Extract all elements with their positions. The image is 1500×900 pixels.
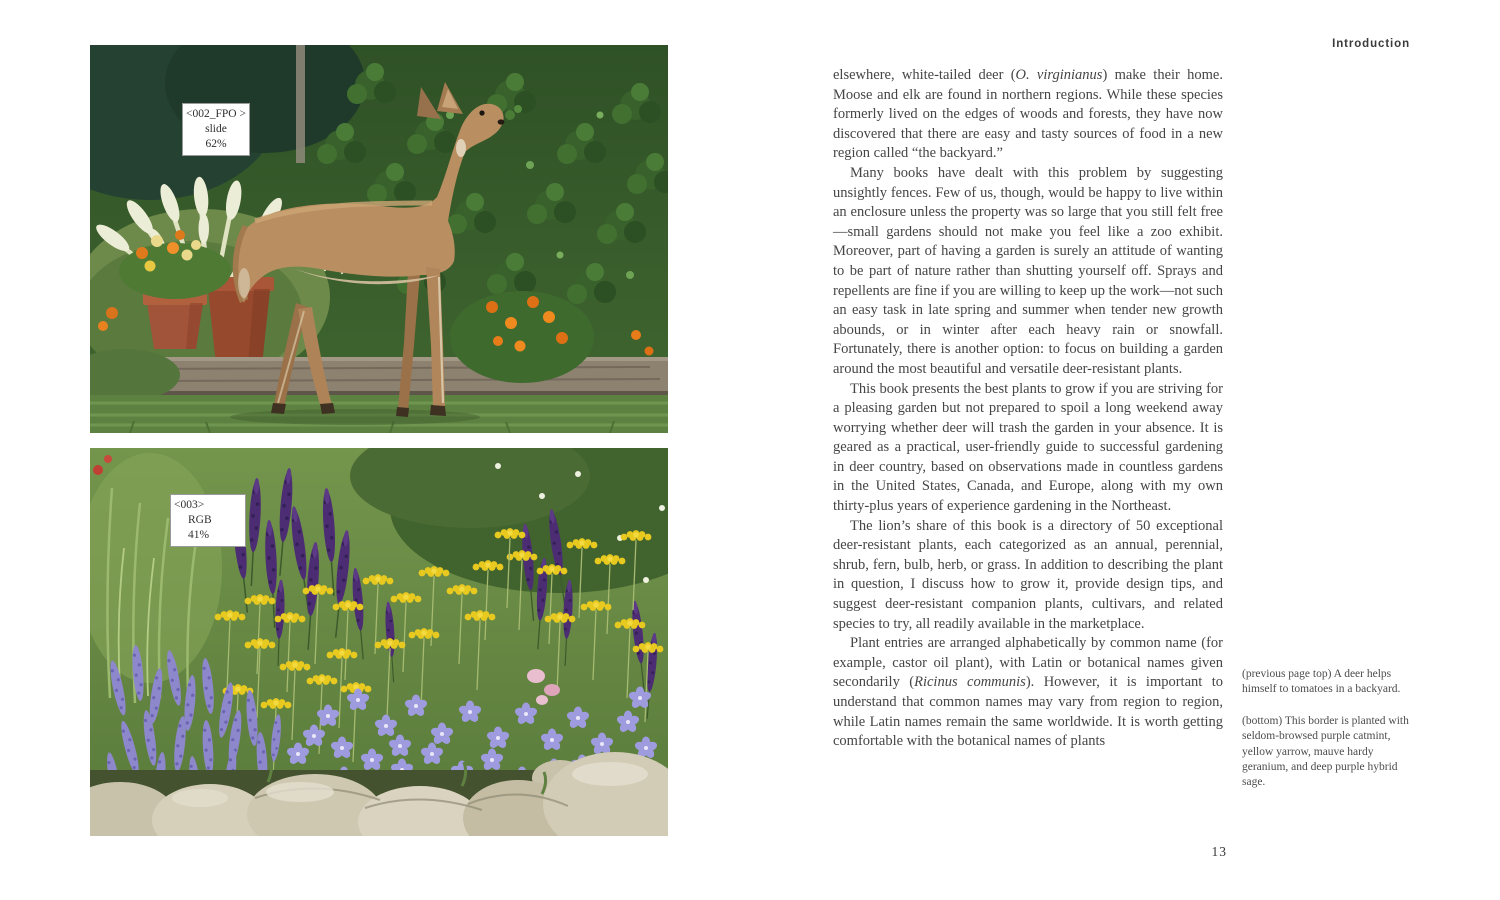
fence-pole	[296, 45, 305, 163]
page-number: 13	[1211, 844, 1227, 859]
body-paragraph: Plant entries are arranged alphabetically by common name (for example, castor oil plant), with Latin or botanical names given secondarily (Ricinus communis). However, it is important to understand that common names may vary from region to region, while Latin names remain the same worldwide. It is worth getting comfortable with the botanical names of plants	[833, 635, 1223, 750]
body-paragraph: elsewhere, white-tailed deer (O. virginianus) make their home. Moose and elk are found in northern regions. While these species formerly lived on the edges of woods and forests, they have now discovered that there are easy and tasty sources of food in a new region called “the backyard.”	[833, 67, 1223, 162]
caption-bottom: (bottom) This border is planted with seldom-browsed purple catmint, yellow yarrow, mauve hardy geranium, and deep purple hybrid sage.	[1242, 714, 1409, 789]
caption-previous-page-top: (previous page top) A deer helps himself to tomatoes in a backyard.	[1242, 668, 1401, 696]
body-paragraph: The lion’s share of this book is a directory of 50 exceptional deer-resistant plants, each categorized as an annual, perennial, shrub, fern, bulb, herb, or grass. In addition to describing the plant in question, I discuss how to grow it, provide design tips, and suggest deer-resistant companion plants, cultivars, and related species to try, all readily available in the marketplace.	[833, 517, 1223, 632]
margin-captions	[1242, 667, 1418, 807]
fpo-label-slide	[182, 103, 250, 156]
fpo-label-line: <002_FPO >	[186, 108, 246, 120]
body-paragraph: This book presents the best plants to grow if you are striving for a pleasing garden but not prepared to spoil a long weekend away worrying whether deer will trash the garden in your absence. It is geared as a practical, user-friendly guide to successful gardening in deer country, based on observations made in countless gardens in the United States, Canada, and Europe, along with my own thirty-plus years of experience gardening in the Northeast.	[833, 380, 1223, 515]
fpo-label-rgb	[170, 494, 246, 547]
fpo-label-line: <003>	[174, 499, 205, 511]
running-head: Introduction	[1332, 38, 1410, 50]
deer-photo-illustration	[90, 45, 668, 433]
fpo-label-line: slide	[205, 123, 227, 135]
figure-border-photo	[90, 448, 668, 836]
body-text-column	[833, 66, 1223, 752]
figure-deer-photo	[90, 45, 668, 433]
fpo-label-line: RGB	[188, 514, 212, 526]
fpo-label-line: 41%	[188, 529, 210, 541]
lawn	[90, 395, 668, 433]
deer-eye	[479, 110, 484, 115]
body-paragraph: Many books have dealt with this problem by suggesting unsightly fences. Few of us, though, would be happy to live within an enclosure unless the property was so large that you still felt free—small gardens should not make you feel like a zoo exhibit. Moreover, part of having a garden is surely an attitude of wanting to be part of nature rather than shutting yourself off. Sprays and repellents are fine if you are willing to keep up the work—not such an easy task in late spring and summer when tender new growth abounds, or in winter after each heavy rain or snowfall. Fortunately, there is another option: to focus on building a garden around the most beautiful and versatile deer-resistant plants.	[833, 164, 1223, 377]
fpo-label-line: 62%	[205, 138, 227, 150]
